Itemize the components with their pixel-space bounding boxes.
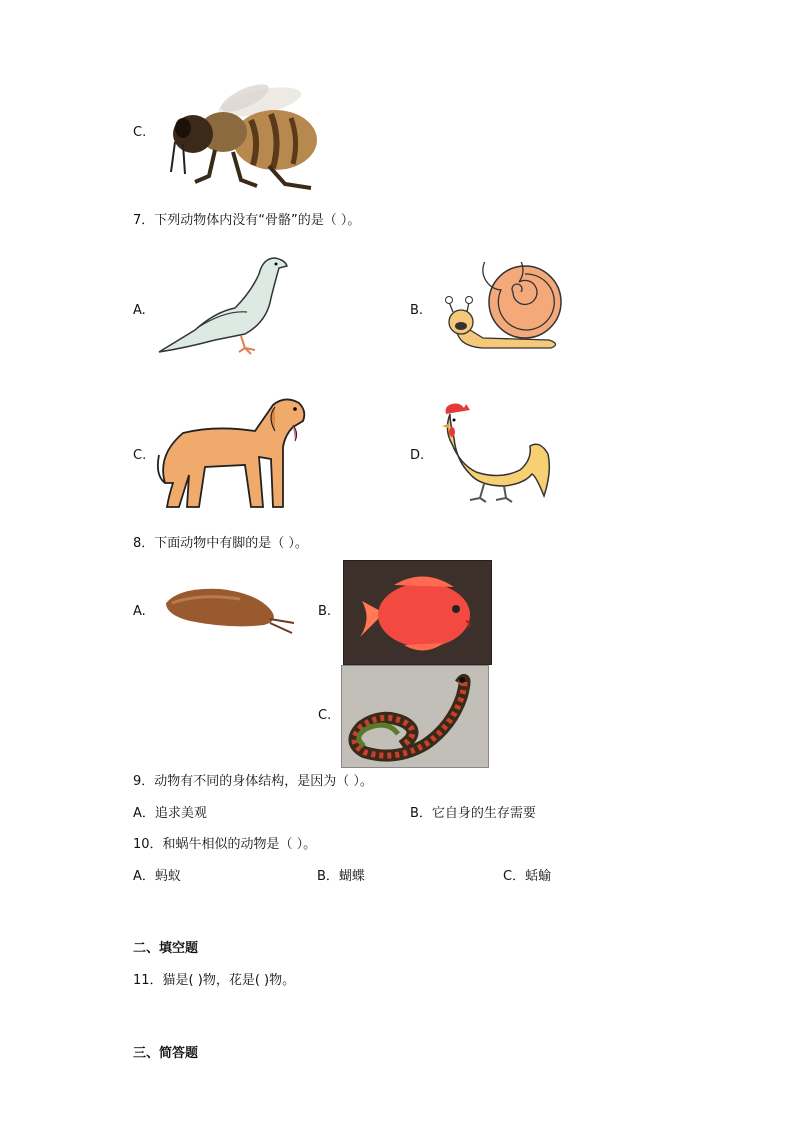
q10-stem: 10．和蜗牛相似的动物是（ ）。 xyxy=(133,837,317,852)
q9-option-b[interactable]: B．它自身的生存需要 xyxy=(410,806,536,821)
q7-option-c-label: C. xyxy=(133,448,147,463)
q7-stem: 7．下列动物体内没有“骨骼”的是（ ）。 xyxy=(133,213,361,228)
q8-option-b-label: B. xyxy=(318,604,332,619)
q8-stem: 8．下面动物中有脚的是（ ）。 xyxy=(133,536,308,551)
q9-stem: 9．动物有不同的身体结构，是因为（ ）。 xyxy=(133,774,373,789)
snake-image xyxy=(341,665,489,768)
q7-option-a-label: A. xyxy=(133,303,146,318)
q10-option-c[interactable]: C．蛞蝓 xyxy=(503,869,552,884)
q9-option-a[interactable]: A．追求美观 xyxy=(133,806,207,821)
q6-option-c-label: C. xyxy=(133,125,147,140)
bee-image xyxy=(165,80,320,192)
snail-image xyxy=(443,262,563,352)
slug-image xyxy=(160,575,305,640)
q11-stem: 11．猫是( )物，花是( )物。 xyxy=(133,973,296,988)
fish-image xyxy=(343,560,492,665)
dog-image xyxy=(155,395,310,513)
section-3-heading: 三、简答题 xyxy=(133,1046,199,1061)
q10-option-b[interactable]: B．蝴蝶 xyxy=(317,869,365,884)
pigeon-image xyxy=(155,252,290,360)
section-2-heading: 二、填空题 xyxy=(133,941,199,956)
q10-option-a[interactable]: A．蚂蚁 xyxy=(133,869,181,884)
q8-option-c-label: C. xyxy=(318,708,332,723)
rooster-image xyxy=(440,400,555,505)
q8-option-a-label: A. xyxy=(133,604,146,619)
q7-option-b-label: B. xyxy=(410,303,424,318)
q7-option-d-label: D. xyxy=(410,448,425,463)
